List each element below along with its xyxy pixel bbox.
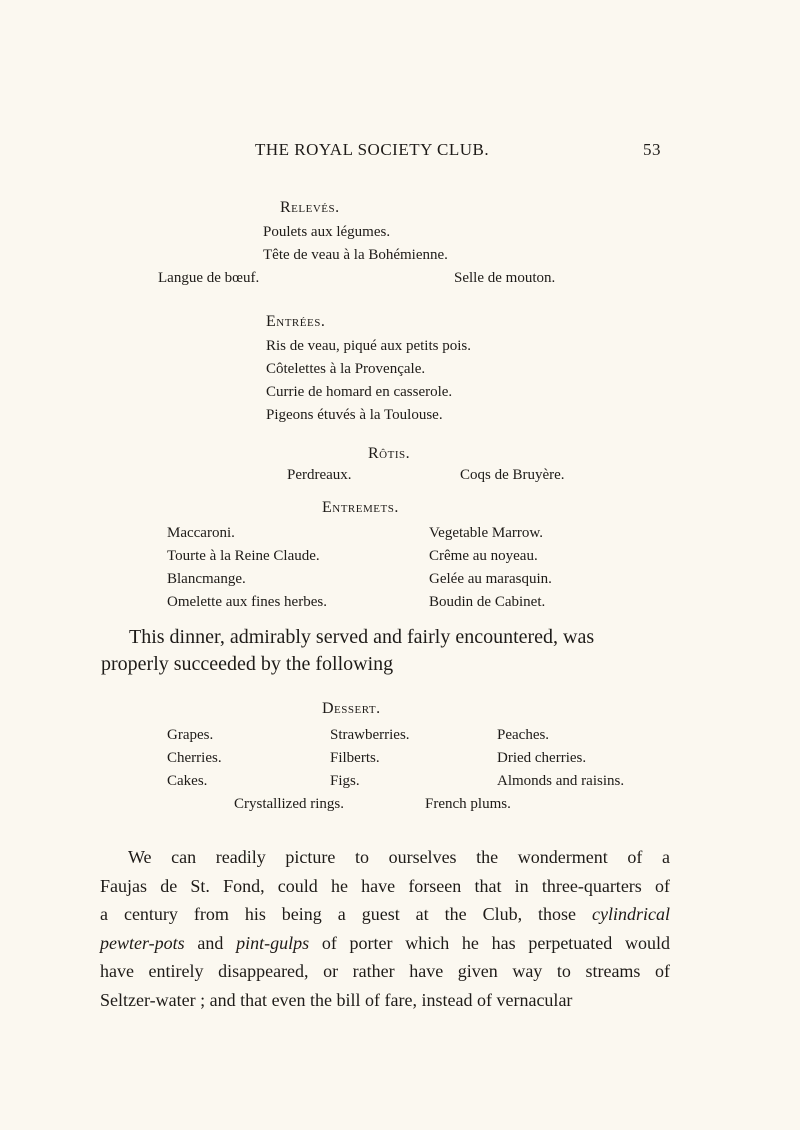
releves-item: Poulets aux légumes. [263, 224, 391, 240]
entremets-right: Vegetable Marrow. [429, 525, 543, 541]
dessert-item: Filberts. [330, 750, 380, 766]
releves-item: Tête de veau à la Bohémienne. [263, 247, 448, 263]
dessert-item: Strawberries. [330, 727, 410, 743]
entremets-right: Gelée au marasquin. [429, 571, 552, 587]
entrees-item: Currie de homard en casserole. [266, 384, 453, 400]
dessert-item: Peaches. [497, 727, 550, 743]
paragraph-line: a century from his being a guest at the Club, those cylindrical [100, 904, 670, 924]
paragraph-line: pewter-pots and pint-gulps of porter which he has perpetuated would [100, 932, 671, 953]
dessert-item: Cherries. [167, 750, 222, 766]
page-number: 53 [643, 140, 661, 159]
releves-right: Selle de mouton. [454, 270, 556, 286]
paragraph-line: Faujas de St. Fond, could he have forseen that in three-quarters of [100, 875, 670, 896]
entremets-left: Tourte à la Reine Claude. [167, 548, 320, 564]
entrees-heading: Entrées. [266, 313, 326, 330]
transition-line: This dinner, admirably served and fairly encountered, was [129, 626, 595, 648]
paragraph-line: We can readily picture to ourselves the wonderment of a [128, 847, 670, 867]
entrees-item: Côtelettes à la Provençale. [266, 361, 426, 377]
dessert-item: Cakes. [167, 773, 208, 789]
dessert-item: Grapes. [167, 727, 214, 743]
entremets-right: Crême au noyeau. [429, 548, 538, 564]
dessert-item: Dried cherries. [497, 750, 587, 766]
transition-line: properly succeeded by the following [101, 653, 394, 675]
rotis-right: Coqs de Bruyère. [460, 467, 565, 483]
rotis-heading: Rôtis. [368, 445, 411, 462]
rotis-left: Perdreaux. [287, 467, 352, 483]
paragraph-line: have entirely disappeared, or rather have given way to streams of [100, 961, 670, 981]
releves-heading: Relevés. [280, 199, 340, 216]
entrees-item: Ris de veau, piqué aux petits pois. [266, 338, 471, 354]
entremets-left: Omelette aux fines herbes. [167, 594, 327, 610]
dessert-item: Almonds and raisins. [497, 773, 625, 789]
dessert-item: Figs. [330, 773, 360, 789]
entremets-right: Boudin de Cabinet. [429, 594, 546, 610]
entrees-item: Pigeons étuvés à la Toulouse. [266, 407, 443, 423]
entremets-left: Blancmange. [167, 571, 246, 587]
paragraph-line: Seltzer-water ; and that even the bill of fare, instead of vernacular [100, 989, 573, 1010]
running-title: THE ROYAL SOCIETY CLUB. [255, 140, 490, 159]
dessert-heading: Dessert. [322, 700, 381, 717]
entremets-heading: Entremets. [322, 499, 399, 516]
entremets-left: Maccaroni. [167, 525, 235, 541]
body-paragraph [100, 843, 670, 1014]
releves-left: Langue de bœuf. [158, 270, 260, 286]
dessert-item: Crystallized rings. [234, 796, 344, 812]
dessert-item: French plums. [425, 796, 511, 812]
